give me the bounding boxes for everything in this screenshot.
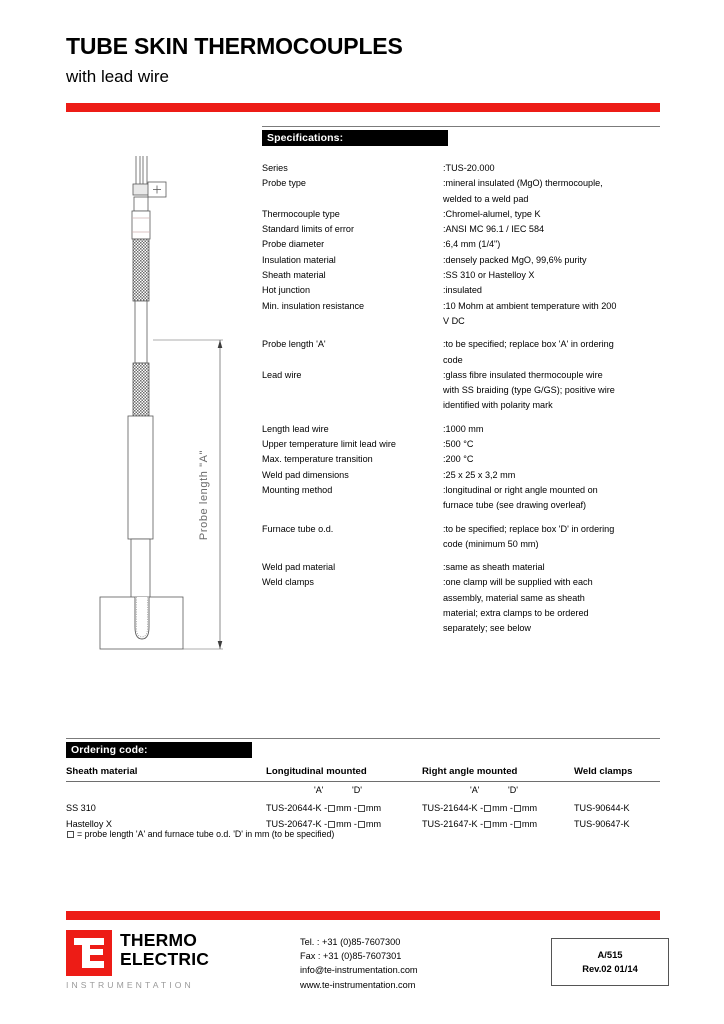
checkbox-a-icon[interactable] [484,821,491,828]
te-monogram-icon [66,930,112,976]
document-revision: Rev.02 01/14 [582,963,638,974]
spec-value: :densely packed MgO, 99,6% purity [443,254,587,265]
page-title: TUBE SKIN THERMOCOUPLES [66,33,403,59]
spec-value: :500 °C [443,439,474,450]
unit-mm: mm [365,803,382,813]
spec-row-probe-diameter [262,237,660,252]
ordering-code-section [66,738,660,831]
spec-label: Standard limits of error [262,224,354,235]
spec-value-line: :to be specified; replace box 'A' in ordering [443,339,614,350]
cell-weld-clamp-code: TUS-90647-K [574,819,630,829]
spec-value-cont3: separately; see below [443,623,531,634]
spec-value: :ANSI MC 96.1 / IEC 584 [443,224,545,235]
contact-tel: Tel. : +31 (0)85-7607300 [300,937,401,947]
cell-right-angle-code: TUS-21647-K - mm - mm [422,819,538,829]
unit-mm: mm [521,819,538,829]
checkbox-d-icon[interactable] [358,821,365,828]
spec-row-length-lead-wire [262,422,660,437]
spec-value: :insulated [443,285,482,296]
spec-value [443,337,660,368]
submark-spacer [66,782,266,797]
column-header-right-angle-mounted: Right angle mounted [422,765,574,782]
spec-row-series [262,161,660,176]
spec-label: Probe length 'A' [262,339,326,350]
document-code: A/515 [597,949,623,960]
spec-label: Thermocouple type [262,208,340,219]
spec-label: Lead wire [262,369,302,380]
unit-mm: mm [336,819,352,829]
spec-value-cont: code (minimum 50 mm) [443,538,539,549]
spec-label: Series [262,163,288,173]
contact-info [300,935,418,992]
cell-sheath-material: Hastelloy X [66,819,112,829]
table-row [66,796,660,815]
ordering-code-header-rule [66,738,660,757]
probe-technical-drawing [95,140,230,660]
spec-value-line: :one clamp will be supplied with each [443,577,593,588]
specifications-table [262,153,660,637]
contact-fax: Fax : +31 (0)85-7607301 [300,951,402,962]
spec-row-weld-pad-material [262,560,660,575]
cell-longitudinal-code: TUS-20647-K - mm - mm [266,819,382,829]
checkbox-a-icon[interactable] [328,805,335,812]
spec-row-probe-type [262,176,660,207]
spec-label: Length lead wire [262,423,329,434]
footer-accent-rule [66,911,660,920]
spec-label: Hot junction [262,285,311,296]
spec-row-hot-junction [262,283,660,298]
header-accent-rule [66,103,660,112]
spec-value [443,575,660,636]
spec-label: Insulation material [262,254,336,265]
spec-value-cont: welded to a weld pad [443,193,529,204]
column-header-sheath-material: Sheath material [66,765,266,782]
contact-website[interactable]: www.te-instrumentation.com [300,979,416,990]
unit-mm: mm [336,803,352,813]
spec-value: :200 °C [443,454,474,465]
spec-row-furnace-tube-od [262,522,660,553]
page-subtitle: with lead wire [66,67,169,86]
spec-label: Weld pad dimensions [262,469,349,480]
ordering-code-heading: Ordering code: [66,742,252,758]
column-header-longitudinal-mounted: Longitudinal mounted [266,765,422,782]
spec-label: Min. insulation resistance [262,300,365,311]
code-prefix: TUS-20644-K - [266,803,328,813]
ordering-code-submark-row [66,782,660,797]
spec-row-insulation-resistance [262,299,660,330]
spec-value-cont2: material; extra clamps to be ordered [443,608,589,619]
spec-value [443,522,660,553]
submark-clamp-spacer [574,782,660,797]
code-prefix: TUS-20647-K - [266,819,328,829]
unit-mm: mm [492,819,508,829]
contact-email[interactable]: info@te-instrumentation.com [300,965,418,976]
spec-value: :same as sheath material [443,562,545,573]
spec-row-mounting-method [262,483,660,514]
spec-value-cont: assembly, material same as sheath [443,592,585,603]
spec-row-limits-of-error [262,222,660,237]
specifications-header-rule [262,126,660,145]
submark-a: 'A' [314,785,324,795]
spec-value-line: :mineral insulated (MgO) thermocouple, [443,178,603,189]
column-header-weld-clamps: Weld clamps [574,765,660,782]
spec-label: Mounting method [262,484,333,495]
spec-label: Probe diameter [262,239,325,250]
spec-value-line: :to be specified; replace box 'D' in ordering [443,523,615,534]
spec-label: Upper temperature limit lead wire [262,439,396,450]
spec-row-insulation-material [262,253,660,268]
spec-value: :Chromel-alumel, type K [443,208,541,219]
spec-row-lead-wire [262,368,660,414]
cell-longitudinal-code: TUS-20644-K - mm - mm [266,803,382,813]
spec-value [443,483,660,514]
footnote-text: = probe length 'A' and furnace tube o.d. 'D' in mm (to be specified) [77,829,335,839]
checkbox-d-icon[interactable] [514,805,521,812]
ordering-code-header-row [66,765,660,782]
spec-row-thermocouple-type [262,207,660,222]
checkbox-legend-icon [67,831,74,838]
spec-row-max-temp-transition [262,452,660,467]
spec-value [443,368,660,414]
logo-wordmark [120,931,209,969]
spec-label: Weld clamps [262,577,314,588]
spec-value [443,299,660,330]
spec-row-weld-clamps [262,575,660,636]
submark-d: 'D' [508,785,518,795]
spec-value-cont: furnace tube (see drawing overleaf) [443,500,587,511]
spec-label: Sheath material [262,270,326,281]
spec-label: Weld pad material [262,562,336,573]
spec-row-weld-pad-dimensions [262,468,660,483]
spec-value-cont2: identified with polarity mark [443,400,553,411]
spec-value-cont: code [443,354,463,365]
unit-mm: mm [365,819,382,829]
spec-value: :1000 mm [443,423,484,434]
spec-value-line: :longitudinal or right angle mounted on [443,484,598,495]
code-prefix: TUS-21647-K - [422,819,484,829]
spec-value: :SS 310 or Hastelloy X [443,270,535,281]
spec-value-line: :glass fibre insulated thermocouple wire [443,369,603,380]
dimension-label: Probe length "A" [198,449,210,541]
spec-value-cont: V DC [443,315,465,326]
spec-row-sheath-material [262,268,660,283]
cell-right-angle-code: TUS-21644-K - mm - mm [422,803,538,813]
spec-value: :25 x 25 x 3,2 mm [443,469,516,480]
submark-right-angle [422,782,574,797]
submark-d: 'D' [352,785,362,795]
cell-sheath-material: SS 310 [66,803,96,813]
spec-value-line: :10 Mohm at ambient temperature with 200 [443,300,617,311]
spec-label: Furnace tube o.d. [262,523,334,534]
unit-mm: mm [492,803,508,813]
ordering-code-footnote [66,828,334,841]
ordering-code-table [66,765,660,831]
unit-mm: mm [521,803,538,813]
logo-line-1: THERMO [120,930,198,950]
specifications-section [262,126,660,637]
logo-line-2: ELECTRIC [120,949,210,969]
spec-row-upper-temp-limit [262,437,660,452]
code-prefix: TUS-21644-K - [422,803,484,813]
document-code-box [551,938,669,986]
spec-label: Probe type [262,178,306,189]
spec-value-cont: with SS braiding (type G/GS); positive wire [443,385,615,396]
spec-row-probe-length [262,337,660,368]
submark-a: 'A' [470,785,480,795]
cell-weld-clamp-code: TUS-90644-K [574,803,630,813]
spec-value: :TUS-20.000 [443,163,495,173]
checkbox-a-icon[interactable] [328,821,335,828]
checkbox-d-icon[interactable] [358,805,365,812]
specifications-heading: Specifications: [262,130,448,146]
spec-value [443,176,660,207]
spec-label: Max. temperature transition [262,454,373,465]
checkbox-a-icon[interactable] [484,805,491,812]
submark-longitudinal [266,782,422,797]
logo-tagline: INSTRUMENTATION [66,980,194,990]
spec-value: :6,4 mm (1/4") [443,239,501,250]
checkbox-d-icon[interactable] [514,821,521,828]
